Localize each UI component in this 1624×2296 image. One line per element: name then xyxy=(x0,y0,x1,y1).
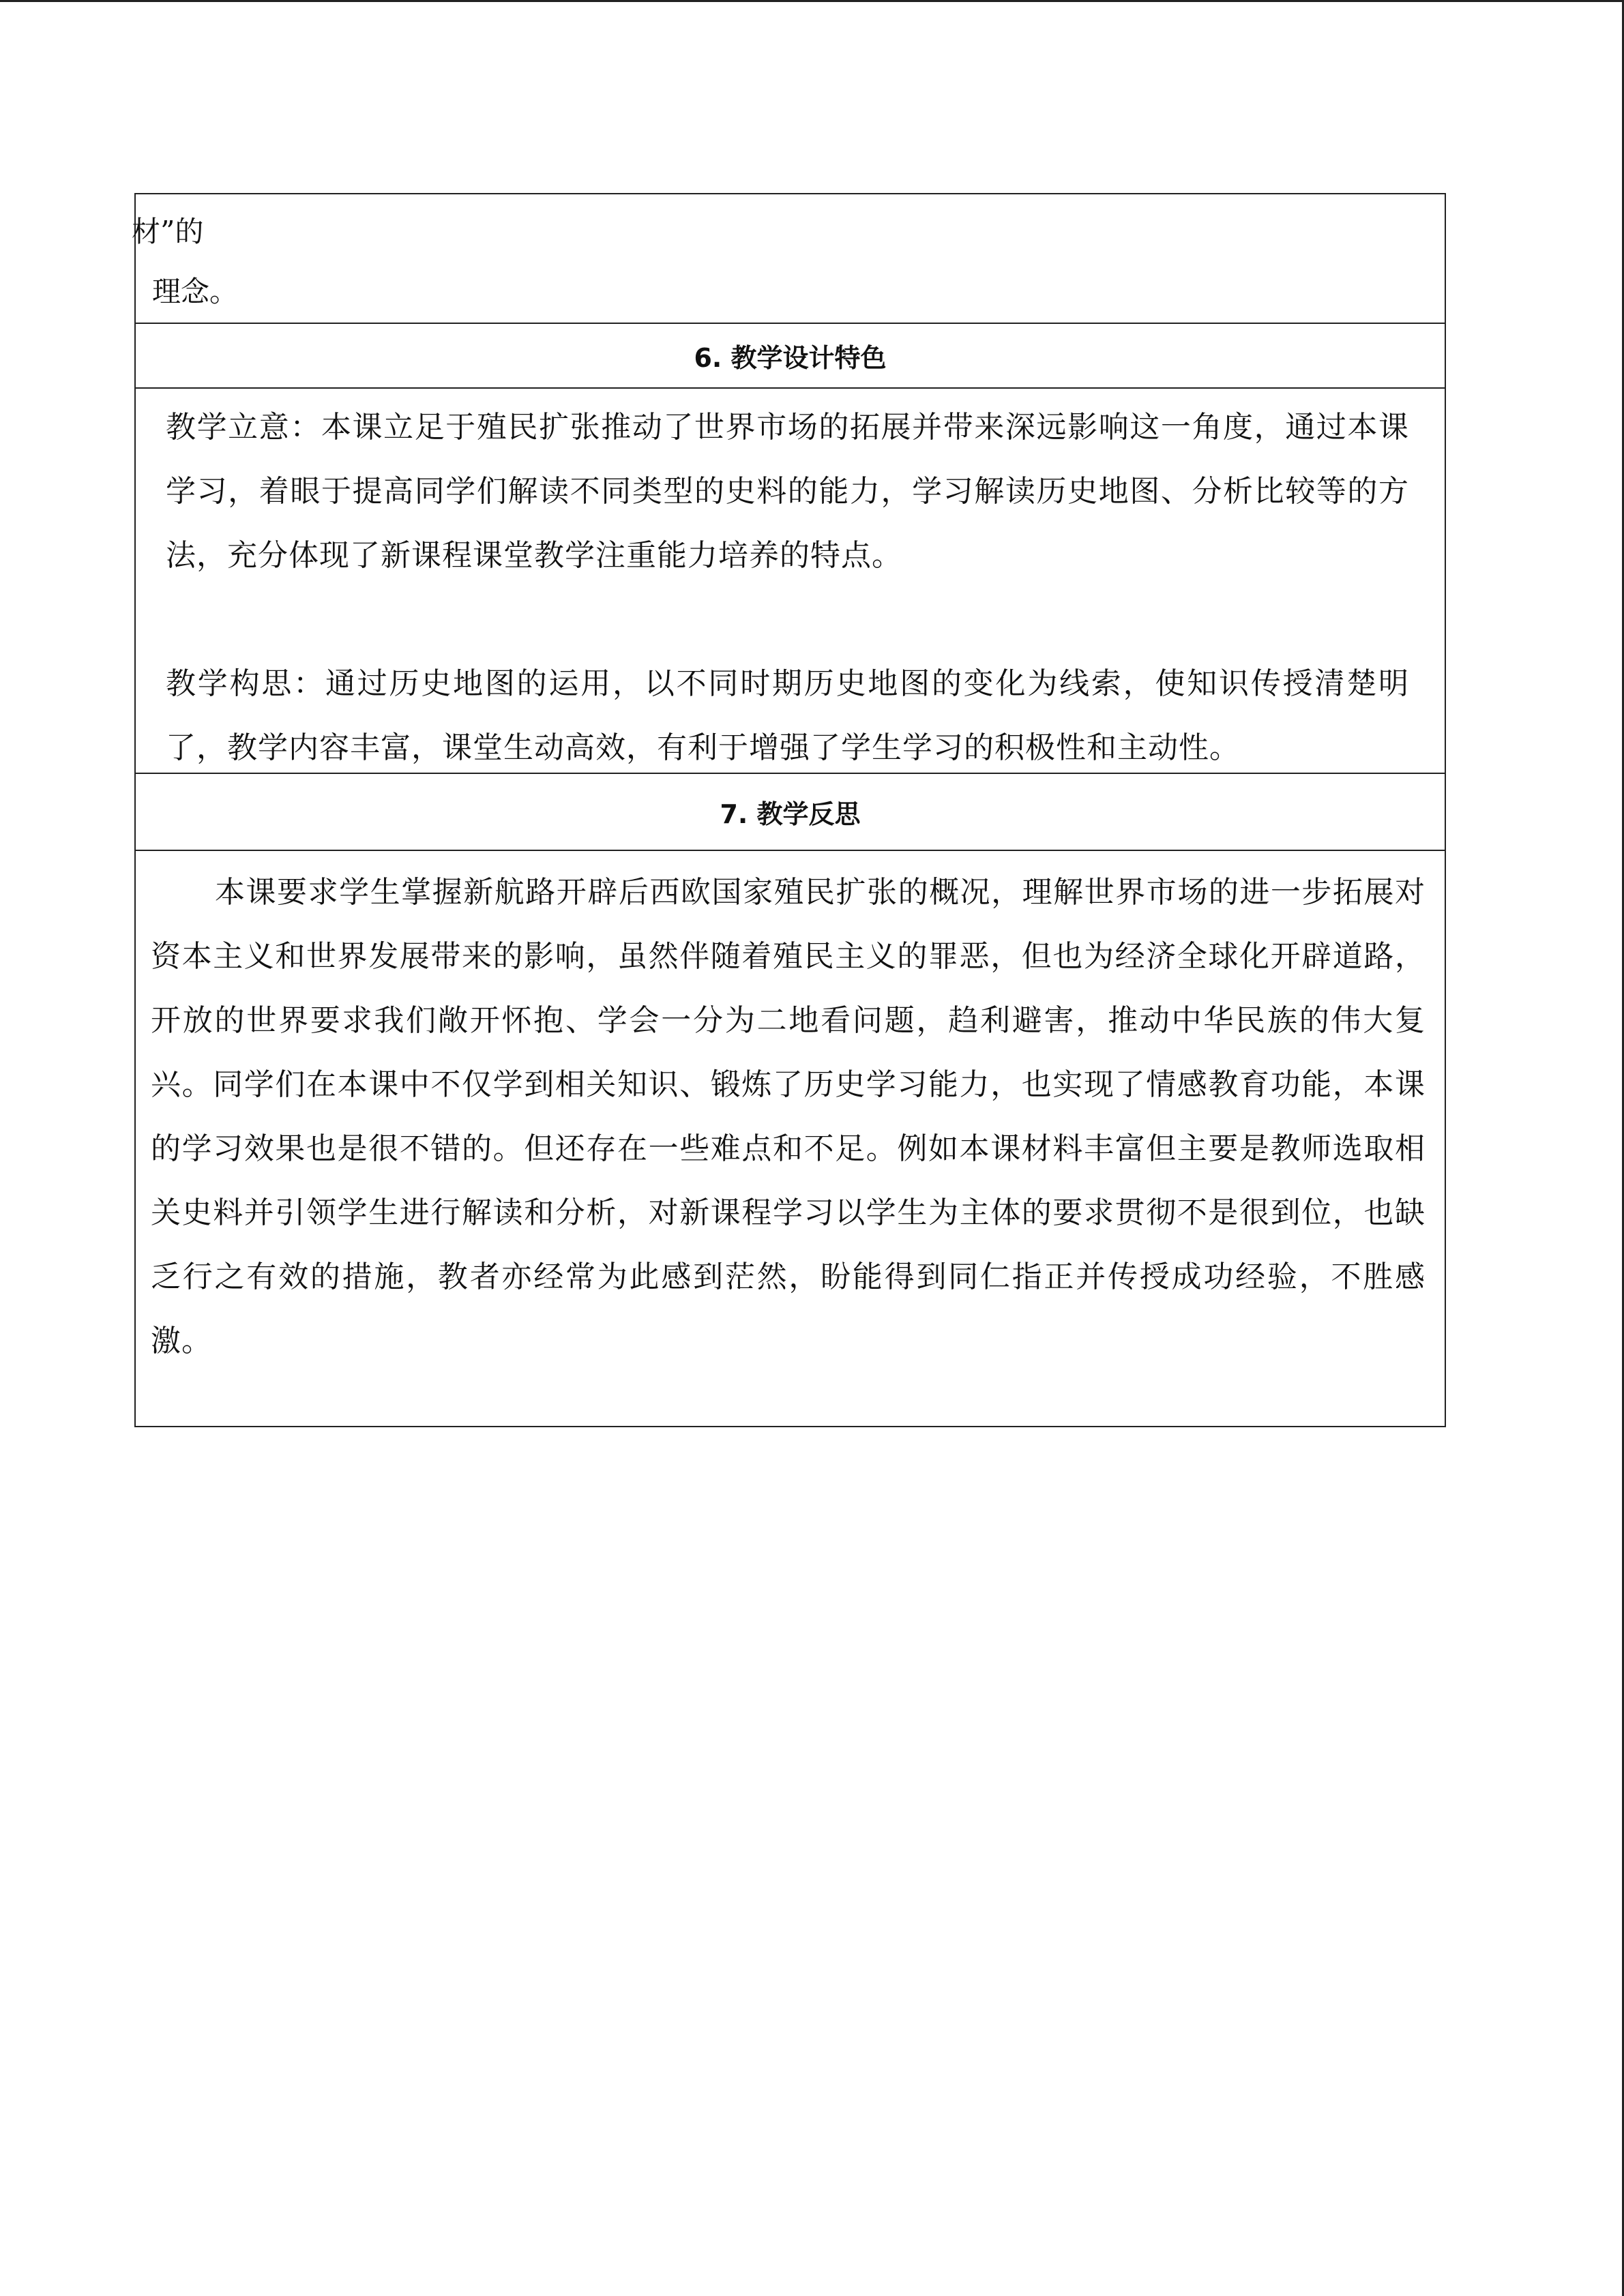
section7-header-row xyxy=(136,774,1445,851)
section7-header: 7. 教学反思 xyxy=(720,799,861,829)
teaching-design-paragraph: 教学构思：通过历史地图的运用，以不同时期历史地图的变化为线索，使知识传授清楚明了，教学内容丰富，课堂生动高效，有利于增强了学生学习的积极性和主动性。 xyxy=(166,666,1409,765)
paragraph-gap xyxy=(166,588,1409,652)
section6-content-row xyxy=(136,389,1445,774)
continuation-text-line2: 理念。 xyxy=(152,275,239,308)
teaching-reflection-paragraph: 本课要求学生掌握新航路开辟后西欧国家殖民扩张的概况，理解世界市场的进一步拓展对资本主义和世界发展带来的影响，虽然伴随着殖民主义的罪恶，但也为经济全球化开辟道路，开放的世界要求我们敞开怀抱、学会一分为二地看问题，趋利避害，推动中华民族的伟大复兴。同学们在本课中不仅学到相关知识、锻炼了历史学习能力，也实现了情感教育功能，本课的学习效果也是很不错的。但还存在一些难点和不足。例如本课材料丰富但主要是教师选取相关史料并引领学生进行解读和分析，对新课程学习以学生为主体的要求贯彻不是很到位，也缺乏行之有效的措施，教者亦经常为此感到茫然，盼能得到同仁指正并传授成功经验，不胜感激。 xyxy=(151,875,1426,1358)
teaching-intent-paragraph: 教学立意：本课立足于殖民扩张推动了世界市场的拓展并带来深远影响这一角度，通过本课学习，着眼于提高同学们解读不同类型的史料的能力，学习解读历史地图、分析比较等的方法，充分体现了新课程课堂教学注重能力培养的特点。 xyxy=(166,410,1409,573)
section6-header-row xyxy=(136,324,1445,389)
lesson-plan-table xyxy=(134,193,1446,1427)
section6-header: 6. 教学设计特色 xyxy=(694,343,887,373)
page-top-border xyxy=(0,0,1624,2)
continuation-row xyxy=(132,194,1445,324)
continuation-text-line1: 材”的 xyxy=(132,215,204,248)
section7-content-row xyxy=(136,851,1445,1426)
